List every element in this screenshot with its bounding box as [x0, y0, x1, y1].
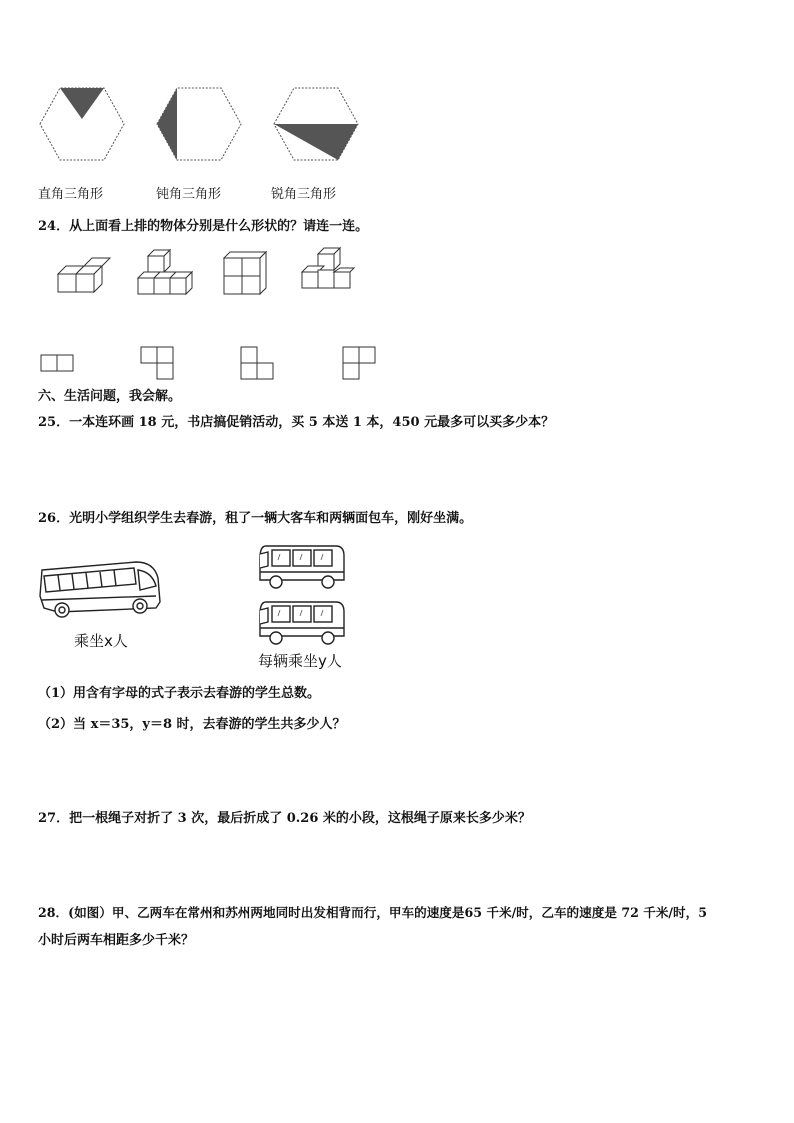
- bus-illustration: [36, 556, 162, 622]
- top-view-3: [240, 346, 280, 386]
- cube-stack-3: [222, 250, 268, 298]
- q28-question-line1: 28．(如图）甲、乙两车在常州和苏州两地同时出发相背而行，甲车的速度是65 千米/时，乙车的速度是 72 千米/时，5: [38, 905, 707, 920]
- van-illustration-1: [256, 542, 346, 592]
- van-illustration-2: [256, 598, 346, 648]
- hexagon-obtuse-triangle-figure: [155, 86, 245, 166]
- cube-stack-1: [56, 256, 108, 304]
- top-view-2: [140, 346, 180, 386]
- hex-label-obtuse: 钝角三角形: [156, 187, 222, 202]
- bus-label: 乘坐x人: [74, 632, 128, 650]
- top-view-4: [342, 346, 382, 386]
- van-label: 每辆乘坐y人: [258, 652, 342, 670]
- cube-stack-2: [136, 248, 192, 304]
- q28-question-line2: 小时后两车相距多少千米？: [38, 933, 195, 948]
- hex-label-acute: 锐角三角形: [271, 187, 337, 202]
- q24-question: 24．从上面看上排的物体分别是什么形状的？请连一连。: [38, 219, 369, 234]
- hex-label-right: 直角三角形: [38, 187, 104, 202]
- q25-question: 25．一本连环画 18 元，书店搞促销活动，买 5 本送 1 本，450 元最多可以买多少本？: [38, 415, 555, 430]
- q26-question: 26．光明小学组织学生去春游，租了一辆大客车和两辆面包车，刚好坐满。: [38, 511, 473, 526]
- top-view-1: [40, 354, 80, 374]
- q26-part2: （2）当 x＝35，y＝8 时，去春游的学生共多少人？: [38, 717, 346, 732]
- q27-question: 27．把一根绳子对折了 3 次，最后折成了 0.26 米的小段，这根绳子原来长多少米？: [38, 811, 531, 826]
- q26-part1: （1）用含有字母的式子表示去春游的学生总数。: [38, 686, 321, 701]
- cube-stack-4: [300, 246, 356, 298]
- hexagon-right-triangle-figure: [38, 86, 128, 166]
- section6-heading: 六、生活问题，我会解。: [38, 389, 182, 404]
- hexagon-acute-triangle-figure: [272, 86, 362, 166]
